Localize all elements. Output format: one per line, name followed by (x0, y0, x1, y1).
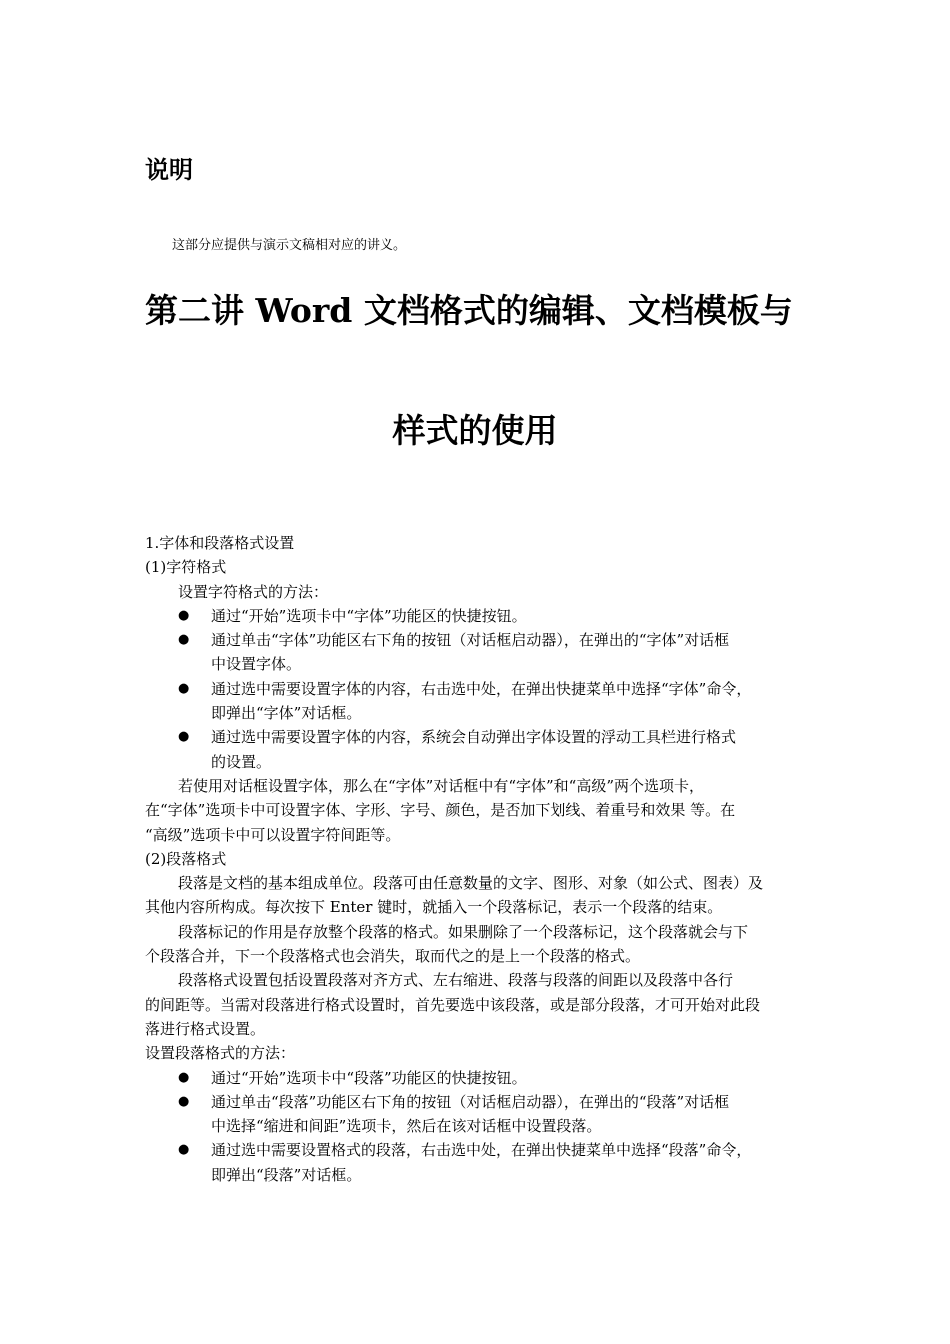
paragraph-line: 个段落合并，下一个段落格式也会消失，取而代之的是上一个段落的格式。 (145, 947, 641, 966)
list-item-text: 通过选中需要设置字体的内容，右击选中处，在弹出快捷菜单中选择“字体”命令， (211, 679, 752, 698)
methods-intro: 设置字符格式的方法： (178, 582, 329, 601)
bullet-icon: ● (178, 1142, 190, 1158)
list-item-text: 通过“开始”选项卡中“段落”功能区的快捷按钮。 (211, 1068, 527, 1087)
paragraph-line: 段落是文档的基本组成单位。段落可由任意数量的文字、图形、对象（如公式、图表）及 (178, 874, 764, 893)
document-title-line1: 第二讲 Word 文档格式的编辑、文档模板与 (145, 291, 793, 330)
list-item-text-continued: 中选择“缩进和间距”选项卡，然后在该对话框中设置段落。 (211, 1117, 602, 1136)
list-item-text-continued: 即弹出“段落”对话框。 (211, 1165, 362, 1184)
list-item-text: 通过“开始”选项卡中“字体”功能区的快捷按钮。 (211, 606, 527, 625)
list-item-text: 通过单击“段落”功能区右下角的按钮（对话框启动器），在弹出的“段落”对话框 (211, 1092, 730, 1111)
paragraph-line: 的间距等。当需对段落进行格式设置时，首先要选中该段落，或是部分段落，才可开始对此段 (145, 995, 761, 1014)
list-item-text-continued: 的设置。 (211, 752, 272, 771)
list-item (145, 1066, 815, 1090)
bullet-icon: ● (178, 729, 190, 745)
bullet-icon: ● (178, 1069, 190, 1085)
list-item (145, 1090, 815, 1139)
list-item-text-continued: 即弹出“字体”对话框。 (211, 704, 362, 723)
note-heading: 说明 (145, 155, 193, 184)
document-title-line2: 样式的使用 (392, 411, 558, 450)
bullet-icon: ● (178, 607, 190, 623)
bullet-icon: ● (178, 632, 190, 648)
section-heading: 1.字体和段落格式设置 (145, 534, 295, 552)
list-item-text: 通过选中需要设置格式的段落，右击选中处，在弹出快捷菜单中选择“段落”命令， (211, 1141, 752, 1160)
list-item-text: 通过选中需要设置字体的内容，系统会自动弹出字体设置的浮动工具栏进行格式 (211, 728, 737, 747)
paragraph-line: 其他内容所构成。每次按下 Enter 键时，就插入一个段落标记，表示一个段落的结束。 (145, 898, 723, 917)
list-item (145, 725, 815, 774)
document-body (145, 531, 815, 1187)
bullet-icon: ● (178, 1093, 190, 1109)
list-item (145, 628, 815, 677)
bullet-icon: ● (178, 680, 190, 696)
methods-intro: 设置段落格式的方法： (145, 1044, 296, 1063)
paragraph-line: “高级”选项卡中可以设置字符间距等。 (145, 825, 401, 844)
paragraph-line: 段落标记的作用是存放整个段落的格式。如果删除了一个段落标记，这个段落就会与下 (178, 922, 749, 941)
paragraph-line: 落进行格式设置。 (145, 1019, 266, 1038)
subsection-heading-character-format: (1)字符格式 (145, 558, 227, 577)
paragraph-line: 若使用对话框设置字体，那么在“字体”对话框中有“字体”和“高级”两个选项卡， (178, 776, 705, 795)
list-item-text-continued: 中设置字体。 (211, 655, 302, 674)
paragraph-line: 在“字体”选项卡中可设置字体、字形、字号、颜色，是否加下划线、着重号和效果 等。在 (145, 801, 736, 820)
subsection-heading-paragraph-format: (2)段落格式 (145, 849, 227, 868)
list-item (145, 1138, 815, 1187)
list-item (145, 604, 815, 628)
list-item (145, 677, 815, 726)
list-item-text: 通过单击“字体”功能区右下角的按钮（对话框启动器），在弹出的“字体”对话框 (211, 631, 730, 650)
note-text: 这部分应提供与演示文稿相对应的讲义。 (172, 238, 407, 253)
paragraph-line: 段落格式设置包括设置段落对齐方式、左右缩进、段落与段落的间距以及段落中各行 (178, 971, 734, 990)
